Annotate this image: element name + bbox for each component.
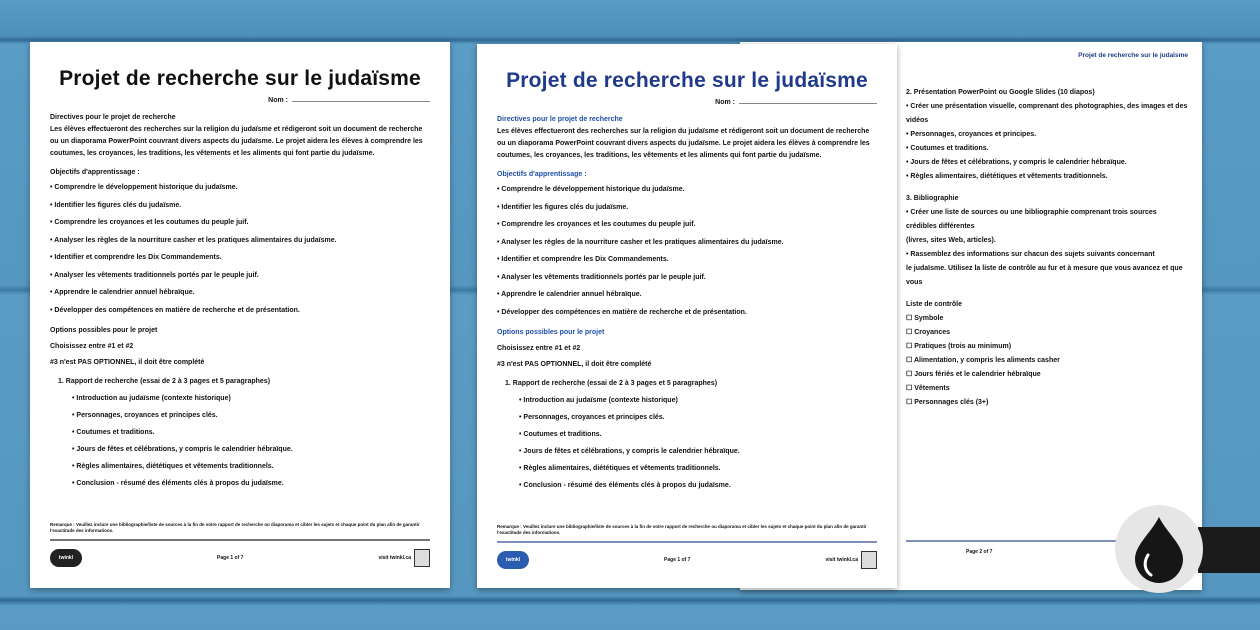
page-2-lines <box>906 86 1188 410</box>
page-content <box>50 42 430 588</box>
visit-link <box>378 549 430 567</box>
twinkl-logo: twinkl <box>497 551 529 569</box>
footnote: Remarque : Veuillez inclure une bibliographie/liste de sources à la fin de votre rapport de recherche ou diaporama et cibler les sujets et chaque point du plan afin de garantir l'exactitude des informations. <box>497 524 867 535</box>
page-2-line: • Personnages, croyances et principes. <box>906 131 1037 138</box>
option-1-item: • Règles alimentaires, diététiques et vêtements traditionnels. <box>519 465 721 472</box>
page-content <box>497 44 877 588</box>
page-2-line: • Rassemblez des informations sur chacun des sujets suivants concernant <box>906 251 1155 258</box>
options-choose: Choisissez entre #1 et #2 <box>497 345 581 352</box>
directions-heading: Directives pour le projet de recherche <box>497 116 623 123</box>
page-2-line: • Jours de fêtes et célébrations, y compris le calendrier hébraïque. <box>906 159 1127 166</box>
page-2-line: ☐ Pratiques (trois au minimum) <box>906 343 1012 350</box>
objective-item: • Identifier les figures clés du judaïsme. <box>50 201 182 209</box>
name-blank-line <box>292 94 430 102</box>
page-2-line: ☐ Alimentation, y compris les aliments casher <box>906 357 1060 364</box>
options-heading: Options possibles pour le projet <box>50 327 158 334</box>
page-2-line: • Créer une présentation visuelle, comprenant des photographies, des images et des vidéos <box>906 103 1188 124</box>
page-2-line: (livres, sites Web, articles). <box>906 237 996 244</box>
objective-item: • Analyser les vêtements traditionnels portés par le peuple juif. <box>50 271 259 279</box>
page-number: Page 2 of 7 <box>966 549 993 555</box>
visit-text: visit twinkl.ca <box>825 557 858 563</box>
footer-rule <box>50 539 430 541</box>
page-footer <box>497 548 877 572</box>
option-1-item: • Personnages, croyances et principes clés. <box>72 412 218 419</box>
name-label: Nom : <box>268 97 288 104</box>
name-field <box>497 96 877 110</box>
page-2-line: Liste de contrôle <box>906 301 963 308</box>
option-1-item: • Introduction au judaïsme (contexte historique) <box>519 397 678 404</box>
objective-item: • Apprendre le calendrier annuel hébraïque. <box>50 289 195 296</box>
objectives-heading: Objectifs d'apprentissage : <box>50 169 140 176</box>
crest-icon <box>861 551 877 569</box>
document-page-1-colored <box>477 44 897 588</box>
option-1-item: • Conclusion - résumé des éléments clés à propos du judaïsme. <box>519 482 731 489</box>
objectives-heading: Objectifs d'apprentissage : <box>497 171 587 178</box>
page-2-line: le judaïsme. Utilisez la liste de contrôle au fur et à mesure que vous avancez et que vous <box>906 265 1183 286</box>
page-title: Projet de recherche sur le judaïsme <box>59 67 421 90</box>
option-1-item: • Jours de fêtes et célébrations, y compris le calendrier hébraïque. <box>72 446 293 453</box>
page-2-line: ☐ Vêtements <box>906 385 950 392</box>
objective-item: • Identifier les figures clés du judaïsme. <box>497 203 629 211</box>
option-1-heading: 1. Rapport de recherche (essai de 2 à 3 pages et 5 paragraphes) <box>58 378 271 385</box>
page-2-line: 2. Présentation PowerPoint ou Google Slides (10 diapos) <box>906 89 1095 96</box>
page-2-line: 3. Bibliographie <box>906 195 959 202</box>
page-2-line: • Règles alimentaires, diététiques et vêtements traditionnels. <box>906 173 1108 180</box>
twinkl-logo: twinkl <box>50 549 82 567</box>
option-1-item: • Coutumes et traditions. <box>519 431 602 438</box>
name-blank-line <box>739 96 877 104</box>
objective-item: • Identifier et comprendre les Dix Commandements. <box>50 254 222 261</box>
running-header: Projet de recherche sur le judaïsme <box>1078 52 1188 59</box>
objective-item: • Développer des compétences en matière de recherche et de présentation. <box>497 308 747 316</box>
options-heading: Options possibles pour le projet <box>497 329 605 336</box>
page-footer <box>50 546 430 570</box>
option-1-item: • Coutumes et traditions. <box>72 429 155 436</box>
directions-text: Les élèves effectueront des recherches sur la religion du judaïsme et rédigeront soit un document de recherche ou un diaporama PowerPoint couvrant divers aspects du judaïsme. Le projet aidera les élèves à comprendre les coutumes, les croyances, les traditions, les vêtements et les aliments qui font partie du judaïsme. <box>497 128 870 159</box>
ink-drop-badge <box>1115 505 1203 593</box>
objective-item: • Comprendre les croyances et les coutumes du peuple juif. <box>497 221 696 228</box>
option-1-item: • Personnages, croyances et principes clés. <box>519 414 665 421</box>
name-field <box>50 94 430 108</box>
objective-item: • Analyser les règles de la nourriture casher et les pratiques alimentaires du judaïsme. <box>497 238 784 246</box>
page-2-line: ☐ Croyances <box>906 329 951 336</box>
crest-icon <box>414 549 430 567</box>
objective-item: • Analyser les vêtements traditionnels portés par le peuple juif. <box>497 273 706 281</box>
page-2-line: ☐ Jours fériés et le calendrier hébraïque <box>906 371 1041 378</box>
page-number: Page 1 of 7 <box>217 555 244 561</box>
page-2-line: • Créer une liste de sources ou une bibliographie comprenant trois sources crédibles différentes <box>906 209 1157 230</box>
objective-item: • Comprendre le développement historique du judaïsme. <box>497 186 685 193</box>
directions-heading: Directives pour le projet de recherche <box>50 114 176 121</box>
option-1-item: • Règles alimentaires, diététiques et vêtements traditionnels. <box>72 463 274 470</box>
page-2-line: ☐ Symbole <box>906 315 944 322</box>
directions-text: Les élèves effectueront des recherches sur la religion du judaïsme et rédigeront soit un document de recherche ou un diaporama PowerPoint couvrant divers aspects du judaïsme. Le projet aidera les élèves à comprendre les coutumes, les croyances, les traditions, les vêtements et les aliments qui font partie du judaïsme. <box>50 126 423 157</box>
objective-item: • Comprendre les croyances et les coutumes du peuple juif. <box>50 219 249 226</box>
page-number: Page 1 of 7 <box>664 557 691 563</box>
objective-item: • Identifier et comprendre les Dix Commandements. <box>497 256 669 263</box>
name-label: Nom : <box>715 99 735 106</box>
objective-item: • Comprendre le développement historique du judaïsme. <box>50 184 238 191</box>
page-2-line: ☐ Personnages clés (3+) <box>906 399 989 406</box>
options-required: #3 n'est PAS OPTIONNEL, il doit être complété <box>50 359 205 366</box>
objective-item: • Apprendre le calendrier annuel hébraïque. <box>497 291 642 298</box>
option-1-heading: 1. Rapport de recherche (essai de 2 à 3 pages et 5 paragraphes) <box>505 380 718 387</box>
visit-link <box>825 551 877 569</box>
ink-drop-icon <box>1131 515 1187 583</box>
page-2-line: • Coutumes et traditions. <box>906 145 989 152</box>
footnote: Remarque : Veuillez inclure une bibliographie/liste de sources à la fin de votre rapport de recherche ou diaporama et cibler les sujets et chaque point du plan afin de garantir l'exactitude des informations. <box>50 522 420 533</box>
footer-rule <box>497 541 877 543</box>
option-1-item: • Conclusion - résumé des éléments clés à propos du judaïsme. <box>72 480 284 487</box>
badge-bar <box>1198 527 1260 573</box>
option-1-item: • Introduction au judaïsme (contexte historique) <box>72 395 231 402</box>
options-choose: Choisissez entre #1 et #2 <box>50 343 134 350</box>
option-1-item: • Jours de fêtes et célébrations, y compris le calendrier hébraïque. <box>519 448 740 455</box>
objective-item: • Développer des compétences en matière de recherche et de présentation. <box>50 306 300 314</box>
page-title: Projet de recherche sur le judaïsme <box>506 69 868 92</box>
objective-item: • Analyser les règles de la nourriture casher et les pratiques alimentaires du judaïsme. <box>50 236 337 244</box>
visit-text: visit twinkl.ca <box>378 555 411 561</box>
document-page-1-plain <box>30 42 450 588</box>
options-required: #3 n'est PAS OPTIONNEL, il doit être complété <box>497 361 652 368</box>
